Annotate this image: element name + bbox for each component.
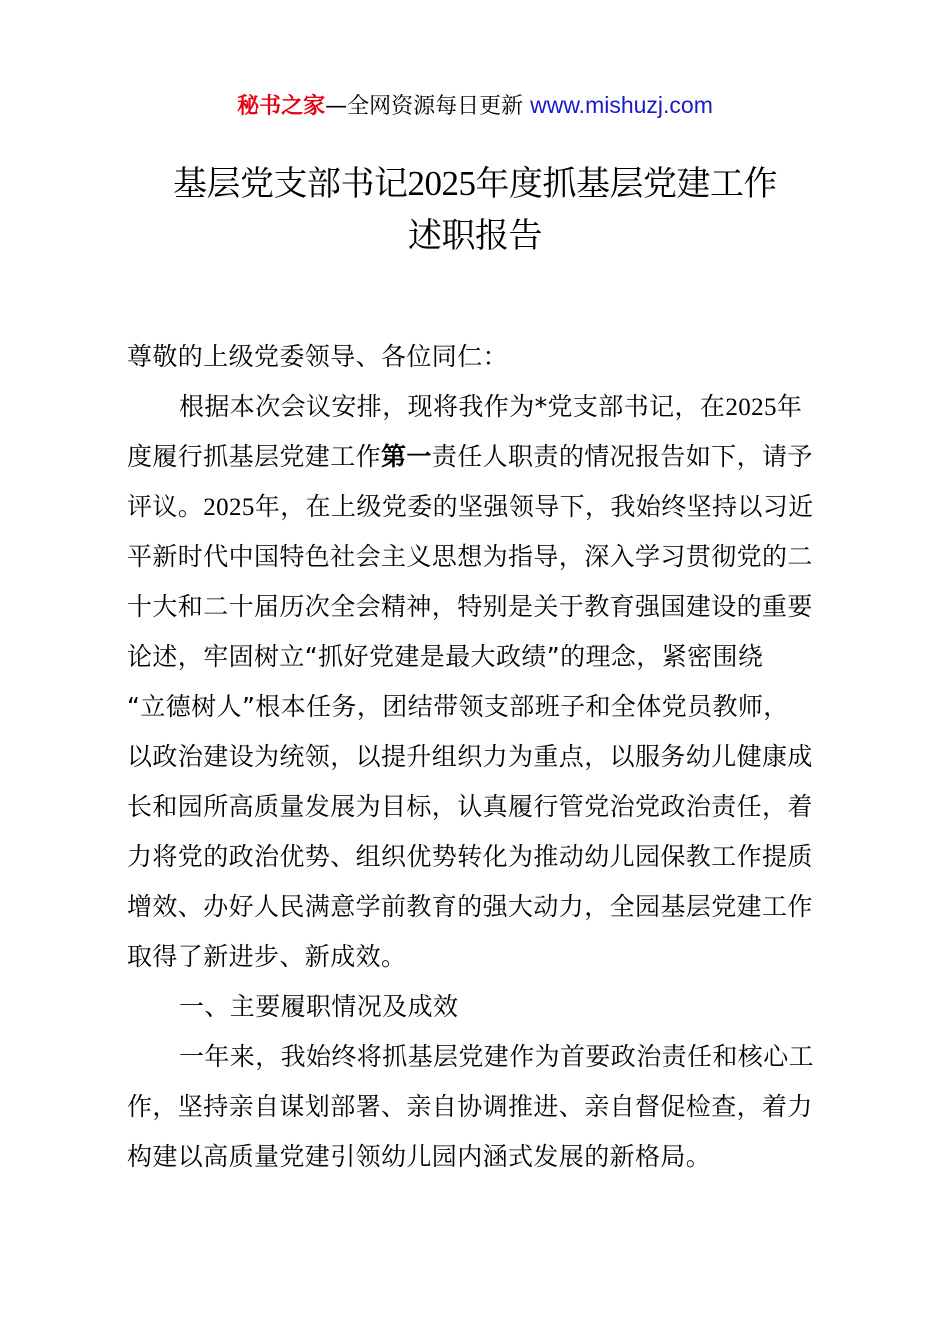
text-line: 以政治建设为统领，以提升组织力为重点，以服务幼儿健康成	[127, 742, 813, 771]
title-line-1	[0, 158, 950, 210]
text-line: 增效、办好人民满意学前教育的强大动力，全园基层党建工作	[127, 892, 813, 921]
text-line: 平新时代中国特色社会主义思想为指导，深入学习贯彻党的二	[127, 542, 813, 571]
site-header	[0, 88, 950, 124]
text-line: 力将党的政治优势、组织优势转化为推动幼儿园保教工作提质	[127, 842, 813, 871]
document-body	[127, 332, 833, 1182]
text-line: 长和园所高质量发展为目标，认真履行管党治党政治责任，着	[127, 792, 813, 821]
paragraph-section1	[127, 1032, 833, 1182]
text-line	[127, 432, 833, 482]
text-span: 年，在上级党委的坚强领导下，我始终坚持以习近	[254, 492, 814, 521]
text-line: 一年来，我始终将抓基层党建作为首要政治责任和核心工	[179, 1042, 815, 1071]
site-url-link[interactable]: www.mishuzj.com	[530, 92, 713, 118]
text-line	[127, 382, 833, 432]
site-tagline: —全网资源每日更新	[325, 94, 524, 119]
paragraph-intro	[127, 382, 833, 982]
salutation: 尊敬的上级党委领导、各位同仁：	[127, 342, 509, 371]
text-line: 取得了新进步、新成效。	[127, 942, 407, 971]
text-span: 度履行抓基层党建工作	[127, 442, 382, 471]
year-span: 2025	[203, 494, 255, 521]
title-year: 2025	[407, 164, 476, 203]
title-line-2: 述职报告	[408, 216, 542, 256]
text-span: 根据本次会议安排，现将我作为*党支部书记，在	[179, 392, 726, 421]
bold-span: 第一	[381, 442, 432, 471]
text-line: 十大和二十届历次全会精神，特别是关于教育强国建设的重要	[127, 592, 813, 621]
text-line: 作，坚持亲自谋划部署、亲自协调推进、亲自督促检查，着力	[127, 1092, 813, 1121]
title-text: 年度抓基层党建工作	[475, 164, 777, 204]
text-line: “立德树人”根本任务，团结带领支部班子和全体党员教师，	[127, 692, 789, 721]
document-title	[0, 158, 950, 262]
year-span: 2025	[725, 394, 777, 421]
title-text: 基层党支部书记	[173, 164, 408, 204]
site-brand: 秘书之家	[237, 94, 326, 119]
text-span: 年	[776, 392, 803, 421]
text-line	[127, 482, 833, 532]
text-line: 论述，牢固树立“抓好党建是最大政绩”的理念，紧密围绕	[127, 642, 764, 671]
text-span: 责任人职责的情况报告如下，请予	[431, 442, 813, 471]
text-line: 构建以高质量党建引领幼儿园内涵式发展的新格局。	[127, 1142, 712, 1171]
section-heading: 一、主要履职情况及成效	[179, 992, 459, 1021]
text-span: 评议。	[127, 492, 204, 521]
